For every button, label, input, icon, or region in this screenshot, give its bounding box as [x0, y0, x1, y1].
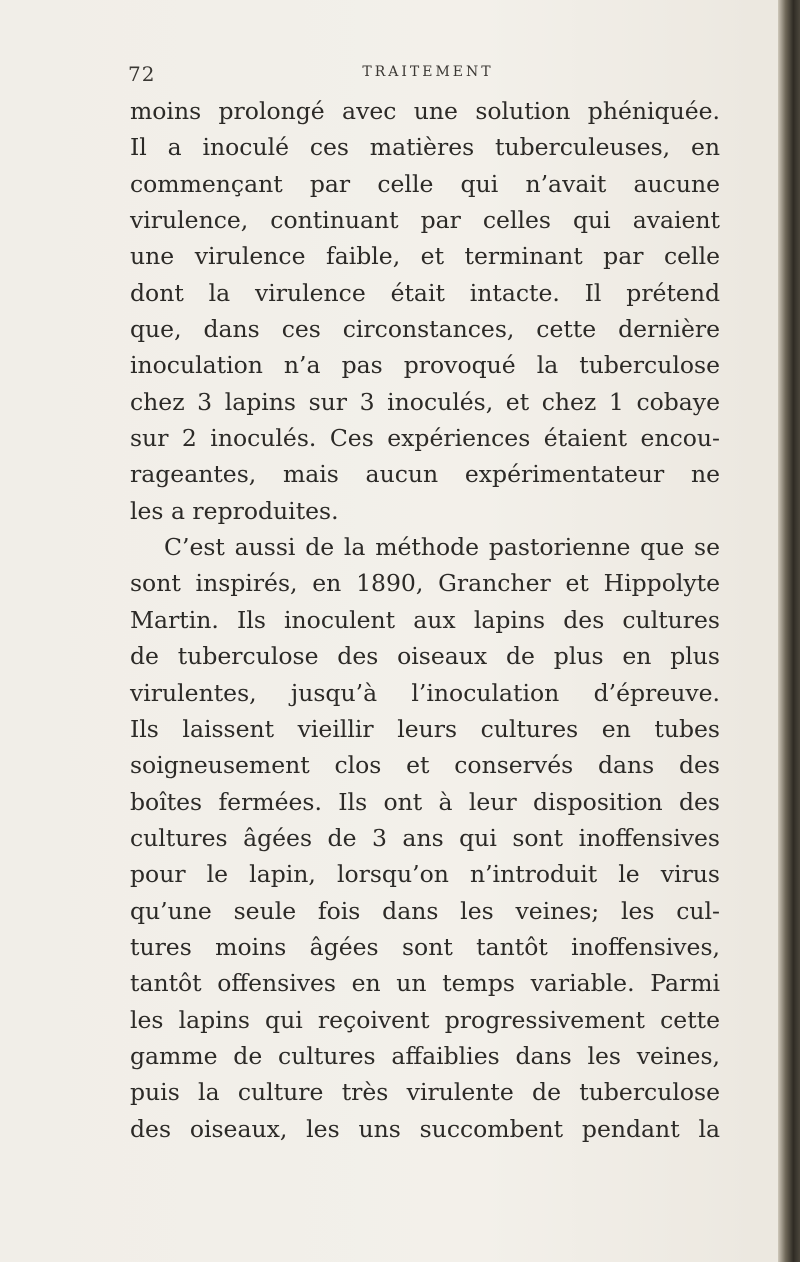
- text-line: les lapins qui reçoivent progressivement cette: [130, 1005, 720, 1034]
- text-line: gamme de cultures affaiblies dans les veines,: [130, 1041, 720, 1070]
- text-line: moins prolongé avec une solution phéniquée.: [130, 97, 720, 125]
- text-line: pour le lapin, lorsqu’on n’introduit le virus: [130, 860, 720, 889]
- page-header: [128, 62, 728, 86]
- running-head: TRAITEMENT: [362, 64, 494, 80]
- text-line: virulentes, jusqu’à l’inoculation d’épreuve.: [130, 678, 720, 707]
- paragraph-start-line: C’est aussi de la méthode pastorienne que se: [164, 533, 720, 562]
- text-line: inoculation n’a pas provoqué la tuberculose: [130, 351, 720, 380]
- text-line: Martin. Ils inoculent aux lapins des cultures: [130, 605, 720, 634]
- text-line: virulence, continuant par celles qui avaient: [130, 206, 720, 235]
- text-line: rageantes, mais aucun expérimentateur ne: [130, 460, 720, 489]
- text-line: sur 2 inoculés. Ces expériences étaient encou-: [130, 424, 720, 453]
- text-line: boîtes fermées. Ils ont à leur disposition des: [130, 787, 720, 816]
- text-line: de tuberculose des oiseaux de plus en plus: [130, 642, 720, 671]
- text-line: dont la virulence était intacte. Il prétend: [130, 278, 720, 307]
- text-line: tures moins âgées sont tantôt inoffensives,: [130, 932, 720, 961]
- text-line: sont inspirés, en 1890, Grancher et Hippolyte: [130, 569, 720, 598]
- text-line: qu’une seule fois dans les veines; les cul-: [130, 896, 720, 925]
- text-line: Il a inoculé ces matières tuberculeuses, en: [130, 133, 720, 162]
- text-line: des oiseaux, les uns succombent pendant la: [130, 1114, 720, 1143]
- text-line: Ils laissent vieillir leurs cultures en tubes: [130, 714, 720, 743]
- text-line: que, dans ces circonstances, cette dernière: [130, 315, 720, 344]
- text-line: commençant par celle qui n’avait aucune: [130, 169, 720, 198]
- text-line: puis la culture très virulente de tuberculose: [130, 1078, 720, 1107]
- paragraph-end-line: les a reproduites.: [130, 496, 339, 525]
- text-line: chez 3 lapins sur 3 inoculés, et chez 1 cobaye: [130, 387, 720, 416]
- body-text: [130, 93, 720, 1147]
- text-line: cultures âgées de 3 ans qui sont inoffensives: [130, 823, 720, 852]
- page-number: 72: [128, 62, 156, 86]
- text-line: une virulence faible, et terminant par celle: [130, 242, 720, 271]
- text-line: soigneusement clos et conservés dans des: [130, 751, 720, 780]
- text-line: tantôt offensives en un temps variable. Parmi: [130, 969, 720, 998]
- book-spine-edge: [778, 0, 800, 1262]
